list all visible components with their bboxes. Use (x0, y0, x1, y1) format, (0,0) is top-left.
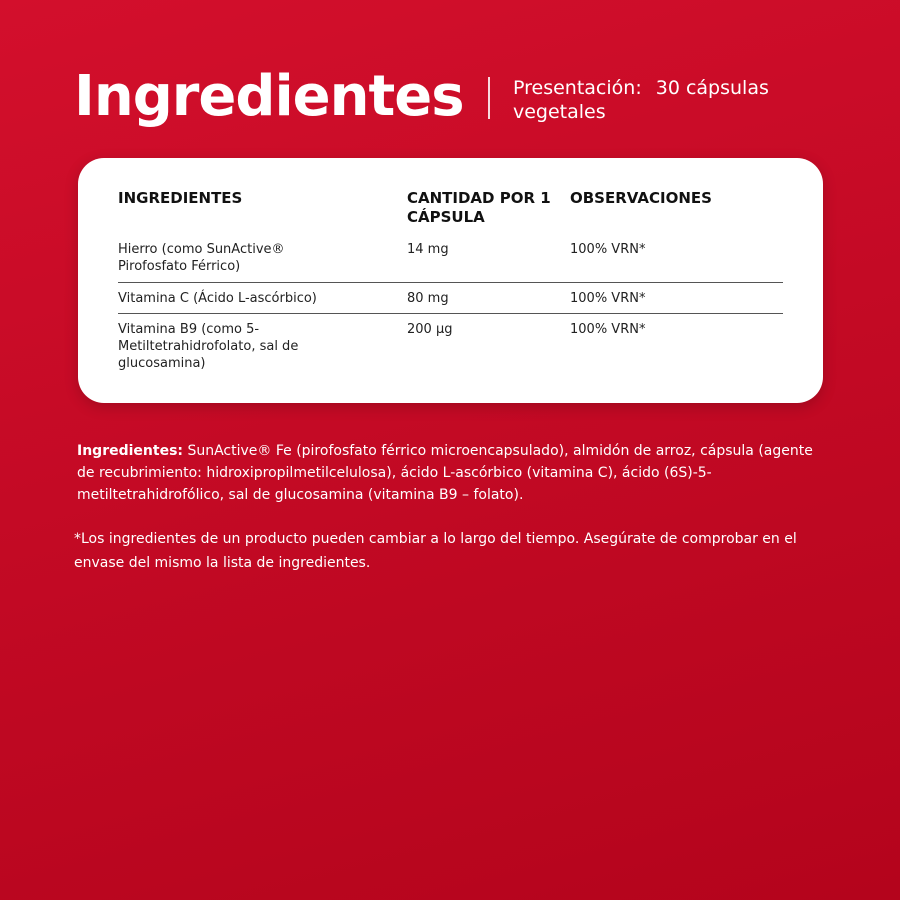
observation-cell: 100% VRN* (570, 242, 646, 257)
ingredients-list (77, 440, 827, 506)
observation-cell: 100% VRN* (570, 291, 646, 306)
row-divider (118, 282, 783, 283)
presentation-label: Presentación: (513, 77, 642, 99)
presentation-info (513, 76, 833, 124)
ingredients-table-card (78, 158, 823, 403)
header (74, 62, 834, 142)
title-divider (488, 77, 490, 119)
observation-cell: 100% VRN* (570, 322, 646, 337)
page-title: Ingredientes (74, 64, 464, 129)
row-divider (118, 313, 783, 314)
column-header-observations: OBSERVACIONES (570, 189, 712, 207)
amount-cell: 14 mg (407, 242, 449, 257)
amount-cell: 200 µg (407, 322, 453, 337)
column-header-amount: CANTIDAD POR 1 CÁPSULA (407, 189, 551, 226)
ingredient-cell: Vitamina B9 (como 5-Metiltetrahidrofolato, sal de glucosamina) (118, 322, 299, 371)
amount-cell: 80 mg (407, 291, 449, 306)
ingredients-list-text: SunActive® Fe (pirofosfato férrico microencapsulado), almidón de arroz, cápsula (agente de recubrimiento: hidroxipropilmetilcelulosa), ácido L-ascórbico (vitamina C), ácido (6S)-5-metiltetrahidrofólico, sal de glucosamina (vitamina B9 – folato). (77, 443, 813, 503)
ingredients-list-label: Ingredientes: (77, 443, 183, 459)
presentation-value: 30 cápsulas vegetales (513, 77, 769, 123)
ingredient-cell: Hierro (como SunActive® Pirofosfato Férrico) (118, 242, 285, 274)
column-header-ingredients: INGREDIENTES (118, 189, 243, 207)
ingredient-cell: Vitamina C (Ácido L-ascórbico) (118, 291, 317, 306)
footnote: *Los ingredientes de un producto pueden cambiar a lo largo del tiempo. Asegúrate de comprobar en el envase del mismo la lista de ingredientes. (74, 531, 797, 571)
